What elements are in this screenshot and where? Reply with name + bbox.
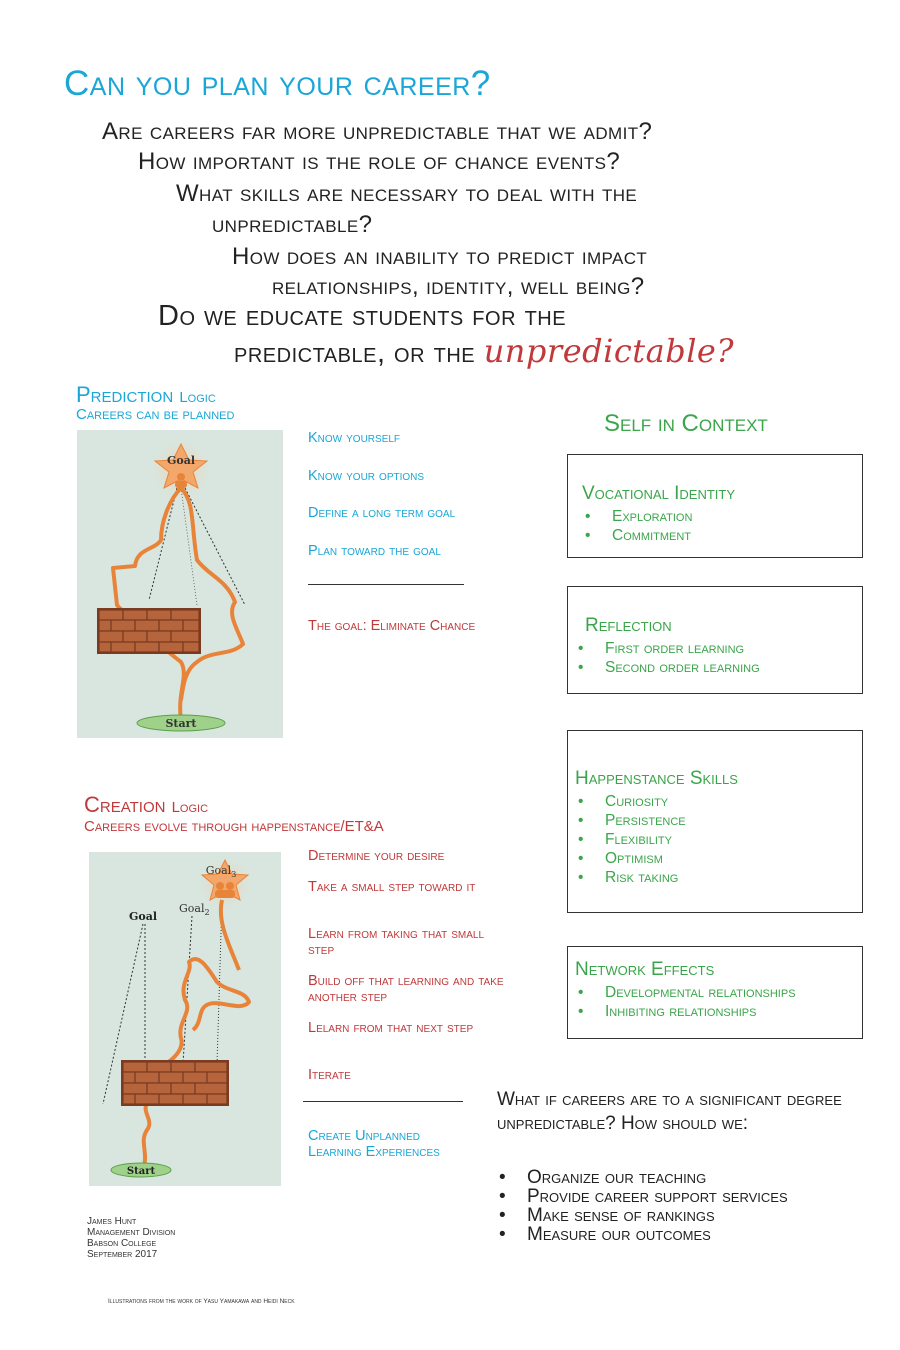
prediction-conclusion <box>308 618 488 634</box>
box-item: • Flexibility <box>605 830 862 849</box>
creation-heading-main: Creation <box>84 792 166 817</box>
prediction-heading-main: Prediction <box>76 382 174 407</box>
career-path <box>113 488 243 720</box>
vocational-identity-box <box>567 454 863 558</box>
creation-heading-suffix: Logic <box>171 799 209 816</box>
box-list <box>575 792 862 887</box>
prediction-step: Know yourself <box>308 430 401 446</box>
prediction-heading-suffix: Logic <box>179 389 216 406</box>
box-item: • First order learning <box>605 639 862 658</box>
author-block <box>87 1216 175 1260</box>
box-item: • Commitment <box>612 526 862 545</box>
brick-wall <box>121 1060 229 1106</box>
creation-step: Learn from taking that small step <box>308 926 485 958</box>
person-icon <box>216 882 224 890</box>
big-question-line2 <box>234 332 734 370</box>
prediction-divider <box>308 584 464 585</box>
what-if-question <box>497 1088 877 1136</box>
box-title: Happenstance Skills <box>575 768 738 789</box>
unpredictable-emphasis: unpredictable? <box>483 332 735 370</box>
box-title: Vocational Identity <box>582 483 736 504</box>
question-4: How does an inability to predict impact <box>232 243 648 270</box>
box-item: • Exploration <box>612 507 862 526</box>
prediction-illustration <box>77 430 283 738</box>
prediction-step: Know your options <box>308 468 425 484</box>
author-date: September 2017 <box>87 1249 158 1260</box>
big-question-text: predictable, or the <box>234 337 476 369</box>
creation-step: Determine your desire <box>308 848 445 864</box>
creation-heading <box>84 792 208 818</box>
creation-divider <box>303 1101 463 1102</box>
question-2: How important is the role of chance events? <box>138 148 621 175</box>
person-body <box>175 481 187 488</box>
what-if-item: • Organize our teaching <box>527 1168 900 1187</box>
big-question-line1: Do we educate students for the <box>158 300 567 332</box>
what-if-item: • Make sense of rankings <box>527 1206 900 1225</box>
creation-step: Take a small step toward it <box>308 879 476 895</box>
box-item: • Optimism <box>605 849 862 868</box>
box-item: • Developmental relationships <box>605 983 862 1002</box>
box-list <box>582 507 862 545</box>
box-item: • Second order learning <box>605 658 862 677</box>
prediction-step: Plan toward the goal <box>308 543 441 559</box>
prediction-conclusion-text: The goal: Eliminate Chance <box>308 618 476 634</box>
happenstance-skills-box <box>567 730 863 913</box>
question-3: What skills are necessary to deal with the <box>176 180 638 207</box>
start-label: Start <box>165 717 197 730</box>
author-name: James Hunt <box>87 1216 137 1227</box>
reflection-box <box>567 586 863 694</box>
creation-conclusion-text: Create Unplanned Learning Experiences <box>308 1128 440 1160</box>
goal1-label: Goal <box>129 910 158 923</box>
start-label: Start <box>126 1166 156 1177</box>
what-if-item: • Provide career support services <box>527 1187 900 1206</box>
author-institution: Babson College <box>87 1238 157 1249</box>
box-item: • Risk taking <box>605 868 862 887</box>
box-list <box>585 639 862 677</box>
career-path <box>143 900 249 1170</box>
self-in-context-heading: Self in Context <box>604 410 768 437</box>
prediction-subtitle: Careers can be planned <box>76 406 235 423</box>
network-effects-box <box>567 946 863 1039</box>
prediction-heading <box>76 382 216 408</box>
box-title: Reflection <box>585 615 672 636</box>
box-title: Network Effects <box>575 959 715 980</box>
goal2-label: Goal$_2$ <box>179 902 210 917</box>
box-item: • Inhibiting relationships <box>605 1002 862 1021</box>
creation-conclusion <box>308 1128 473 1160</box>
page-title: Can you plan your career? <box>64 64 491 103</box>
brick-wall <box>97 608 201 654</box>
creation-step: Build off that learning and take another step <box>308 973 504 1005</box>
goal-label: Goal <box>166 454 196 467</box>
what-if-item: • Measure our outcomes <box>527 1225 900 1244</box>
creation-step: Iterate <box>308 1067 351 1083</box>
what-if-question-text: What if careers are to a significant degree unpredictable? How should we: <box>497 1089 842 1134</box>
question-4-cont: relationships, identity, well being? <box>272 273 645 300</box>
prediction-step: Define a long term goal <box>308 505 456 521</box>
question-1: Are careers far more unpredictable that we admit? <box>102 118 653 145</box>
box-item: • Persistence <box>605 811 862 830</box>
person-icon <box>177 473 185 481</box>
creation-step: Lelarn from that next step <box>308 1020 474 1036</box>
creation-illustration <box>89 852 281 1186</box>
creation-subtitle: Careers evolve through happenstance/ET&A <box>84 818 384 835</box>
goal3-label: Goal$_3$ <box>205 864 237 879</box>
what-if-list <box>497 1168 900 1244</box>
box-item: • Curiosity <box>605 792 862 811</box>
question-3-cont: unpredictable? <box>212 211 373 238</box>
author-division: Management Division <box>87 1227 176 1238</box>
illustration-credit: Illustrations from the work of Yasu Yamakawa and Heidi Neck <box>108 1298 295 1305</box>
prediction-diagram <box>77 430 283 738</box>
creation-diagram <box>89 852 281 1186</box>
box-list <box>575 983 862 1021</box>
